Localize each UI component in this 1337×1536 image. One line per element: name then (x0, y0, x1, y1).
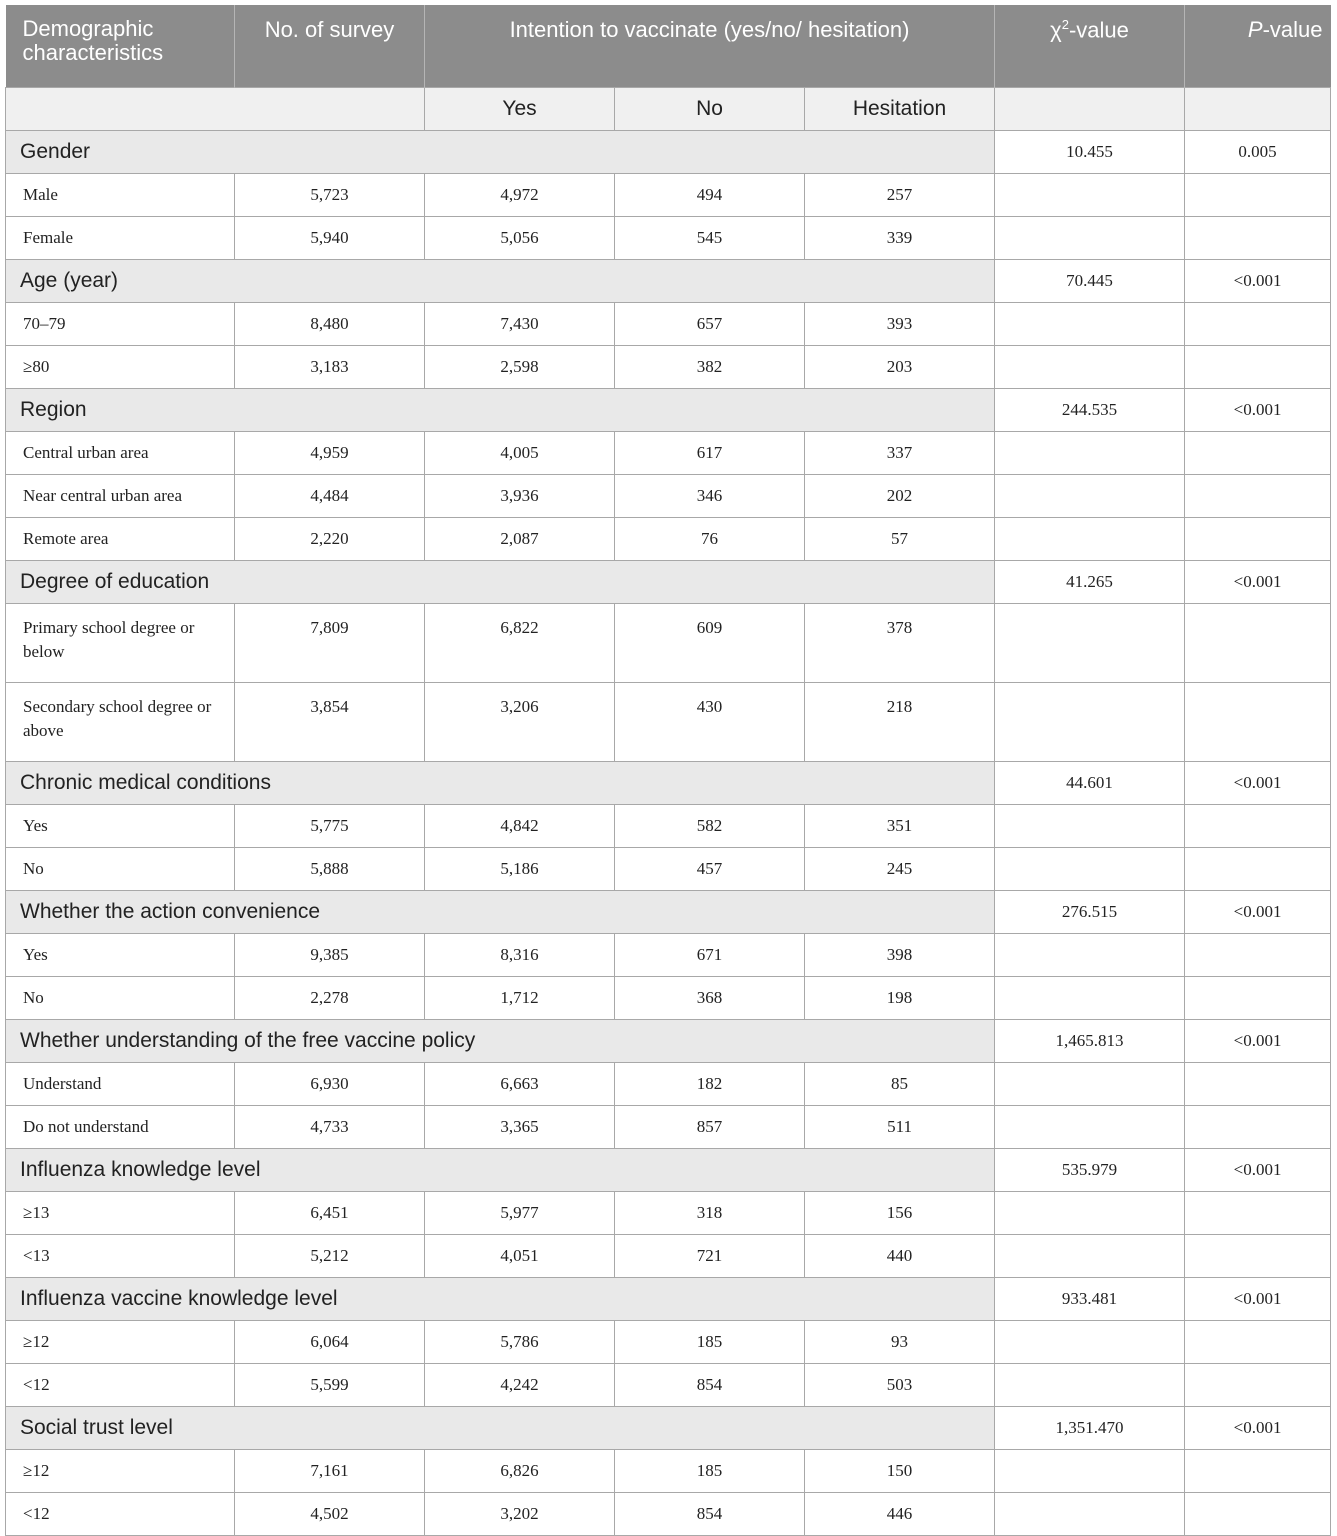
chi-square-empty (995, 1493, 1185, 1536)
chi-square-empty (995, 848, 1185, 891)
hesitation-count: 511 (805, 1106, 995, 1149)
p-value-empty (1185, 1450, 1331, 1493)
row-label: No (6, 848, 235, 891)
yes-count: 3,202 (425, 1493, 615, 1536)
table-row (6, 1063, 1331, 1106)
hesitation-count: 378 (805, 604, 995, 683)
chi-square-empty (995, 934, 1185, 977)
survey-count: 2,220 (235, 518, 425, 561)
table-row (6, 1106, 1331, 1149)
p-value: <0.001 (1185, 1020, 1331, 1063)
survey-count: 8,480 (235, 303, 425, 346)
hesitation-count: 245 (805, 848, 995, 891)
no-count: 368 (615, 977, 805, 1020)
hesitation-count: 337 (805, 432, 995, 475)
row-label: Near central urban area (6, 475, 235, 518)
yes-count: 6,663 (425, 1063, 615, 1106)
chi-square-value: 44.601 (995, 762, 1185, 805)
chi-suffix: -value (1068, 17, 1129, 43)
table-row (6, 1364, 1331, 1407)
hesitation-count: 440 (805, 1235, 995, 1278)
subheader-chi-blank (995, 88, 1185, 131)
yes-count: 5,977 (425, 1192, 615, 1235)
table-row (6, 303, 1331, 346)
row-label: ≥13 (6, 1192, 235, 1235)
chi-square-empty (995, 1364, 1185, 1407)
survey-count: 7,809 (235, 604, 425, 683)
table-row (6, 346, 1331, 389)
no-count: 857 (615, 1106, 805, 1149)
p-value-empty (1185, 1063, 1331, 1106)
group-label: Whether understanding of the free vaccine policy (6, 1020, 995, 1063)
yes-count: 4,005 (425, 432, 615, 475)
subheader-no: No (615, 88, 805, 131)
hesitation-count: 218 (805, 683, 995, 762)
chi-square-empty (995, 683, 1185, 762)
no-count: 854 (615, 1493, 805, 1536)
chi-square-empty (995, 805, 1185, 848)
hesitation-count: 257 (805, 174, 995, 217)
group-row (6, 131, 1331, 174)
p-value-empty (1185, 604, 1331, 683)
survey-count: 7,161 (235, 1450, 425, 1493)
hesitation-count: 93 (805, 1321, 995, 1364)
yes-count: 3,206 (425, 683, 615, 762)
table-body (6, 131, 1331, 1536)
group-row (6, 1149, 1331, 1192)
p-value-empty (1185, 1493, 1331, 1536)
survey-count: 9,385 (235, 934, 425, 977)
p-value: <0.001 (1185, 1149, 1331, 1192)
no-count: 346 (615, 475, 805, 518)
survey-count: 6,930 (235, 1063, 425, 1106)
subheader-hesitation: Hesitation (805, 88, 995, 131)
p-value-empty (1185, 1106, 1331, 1149)
chi-square-empty (995, 174, 1185, 217)
survey-count: 4,502 (235, 1493, 425, 1536)
subheader-blank (6, 88, 425, 131)
hesitation-count: 393 (805, 303, 995, 346)
group-row (6, 389, 1331, 432)
no-count: 185 (615, 1450, 805, 1493)
table-row (6, 475, 1331, 518)
p-value-empty (1185, 174, 1331, 217)
yes-count: 4,242 (425, 1364, 615, 1407)
yes-count: 5,786 (425, 1321, 615, 1364)
chi-square-empty (995, 1235, 1185, 1278)
chi-square-value: 933.481 (995, 1278, 1185, 1321)
hesitation-count: 339 (805, 217, 995, 260)
hesitation-count: 85 (805, 1063, 995, 1106)
survey-count: 4,733 (235, 1106, 425, 1149)
no-count: 582 (615, 805, 805, 848)
chi-square-value: 276.515 (995, 891, 1185, 934)
hesitation-count: 351 (805, 805, 995, 848)
survey-table (5, 5, 1331, 1536)
yes-count: 5,056 (425, 217, 615, 260)
p-value: <0.001 (1185, 260, 1331, 303)
row-label: ≥80 (6, 346, 235, 389)
survey-count: 6,064 (235, 1321, 425, 1364)
p-value: <0.001 (1185, 389, 1331, 432)
survey-count: 5,212 (235, 1235, 425, 1278)
group-row (6, 762, 1331, 805)
group-row (6, 1020, 1331, 1063)
header-p-value (1185, 5, 1331, 88)
group-label: Region (6, 389, 995, 432)
no-count: 609 (615, 604, 805, 683)
yes-count: 7,430 (425, 303, 615, 346)
row-label: Yes (6, 934, 235, 977)
group-label: Social trust level (6, 1407, 995, 1450)
p-value: 0.005 (1185, 131, 1331, 174)
row-label: <12 (6, 1493, 235, 1536)
yes-count: 3,365 (425, 1106, 615, 1149)
row-label: Central urban area (6, 432, 235, 475)
survey-count: 4,959 (235, 432, 425, 475)
hesitation-count: 198 (805, 977, 995, 1020)
table-row (6, 1192, 1331, 1235)
header-demographic: Demographic characteristics (6, 5, 235, 88)
yes-count: 8,316 (425, 934, 615, 977)
row-label: Secondary school degree or above (6, 683, 235, 762)
p-value: <0.001 (1185, 561, 1331, 604)
yes-count: 3,936 (425, 475, 615, 518)
table-row (6, 805, 1331, 848)
yes-count: 6,826 (425, 1450, 615, 1493)
chi-square-value: 1,351.470 (995, 1407, 1185, 1450)
table-row (6, 848, 1331, 891)
group-label: Degree of education (6, 561, 995, 604)
header-intention: Intention to vaccinate (yes/no/ hesitation) (425, 5, 995, 88)
survey-count: 5,599 (235, 1364, 425, 1407)
hesitation-count: 398 (805, 934, 995, 977)
chi-square-empty (995, 303, 1185, 346)
group-row (6, 260, 1331, 303)
p-value: <0.001 (1185, 762, 1331, 805)
p-value: <0.001 (1185, 1407, 1331, 1450)
row-label: Do not understand (6, 1106, 235, 1149)
row-label: Male (6, 174, 235, 217)
row-label: ≥12 (6, 1321, 235, 1364)
group-row (6, 1407, 1331, 1450)
yes-count: 4,051 (425, 1235, 615, 1278)
chi-square-empty (995, 1192, 1185, 1235)
table-row (6, 1450, 1331, 1493)
row-label: Remote area (6, 518, 235, 561)
row-label: ≥12 (6, 1450, 235, 1493)
survey-count: 5,723 (235, 174, 425, 217)
p-value-empty (1185, 805, 1331, 848)
chi-square-empty (995, 977, 1185, 1020)
p-value-empty (1185, 1364, 1331, 1407)
table-row (6, 934, 1331, 977)
p-letter: P (1247, 17, 1263, 42)
row-label: <13 (6, 1235, 235, 1278)
group-label: Chronic medical conditions (6, 762, 995, 805)
yes-count: 4,842 (425, 805, 615, 848)
row-label: Female (6, 217, 235, 260)
survey-count: 5,940 (235, 217, 425, 260)
chi-square-value: 244.535 (995, 389, 1185, 432)
no-count: 76 (615, 518, 805, 561)
hesitation-count: 57 (805, 518, 995, 561)
chi-exponent: 2 (1061, 17, 1069, 32)
group-label: Influenza vaccine knowledge level (6, 1278, 995, 1321)
chi-square-empty (995, 1106, 1185, 1149)
subheader-p-blank (1185, 88, 1331, 131)
yes-count: 2,087 (425, 518, 615, 561)
p-value-empty (1185, 1235, 1331, 1278)
row-label: Understand (6, 1063, 235, 1106)
p-value-empty (1185, 475, 1331, 518)
no-count: 457 (615, 848, 805, 891)
no-count: 185 (615, 1321, 805, 1364)
hesitation-count: 203 (805, 346, 995, 389)
survey-count: 2,278 (235, 977, 425, 1020)
table-row (6, 683, 1331, 762)
subheader-row (6, 88, 1331, 131)
yes-count: 6,822 (425, 604, 615, 683)
p-value-empty (1185, 432, 1331, 475)
table-row (6, 217, 1331, 260)
chi-square-value: 535.979 (995, 1149, 1185, 1192)
no-count: 494 (615, 174, 805, 217)
hesitation-count: 446 (805, 1493, 995, 1536)
no-count: 671 (615, 934, 805, 977)
p-value-empty (1185, 1321, 1331, 1364)
subheader-yes: Yes (425, 88, 615, 131)
group-row (6, 891, 1331, 934)
chi-square-value: 1,465.813 (995, 1020, 1185, 1063)
p-value-empty (1185, 683, 1331, 762)
chi-square-value: 70.445 (995, 260, 1185, 303)
survey-count: 6,451 (235, 1192, 425, 1235)
chi-square-value: 41.265 (995, 561, 1185, 604)
no-count: 318 (615, 1192, 805, 1235)
row-label: Primary school degree or below (6, 604, 235, 683)
p-value-empty (1185, 217, 1331, 260)
header-row (6, 5, 1331, 88)
p-value-empty (1185, 303, 1331, 346)
row-label: Yes (6, 805, 235, 848)
hesitation-count: 202 (805, 475, 995, 518)
row-label: 70–79 (6, 303, 235, 346)
no-count: 854 (615, 1364, 805, 1407)
p-value-empty (1185, 346, 1331, 389)
no-count: 721 (615, 1235, 805, 1278)
hesitation-count: 503 (805, 1364, 995, 1407)
table-row (6, 1235, 1331, 1278)
group-label: Influenza knowledge level (6, 1149, 995, 1192)
survey-count: 5,888 (235, 848, 425, 891)
header-chi-square (995, 5, 1185, 88)
no-count: 382 (615, 346, 805, 389)
chi-square-empty (995, 432, 1185, 475)
group-row (6, 561, 1331, 604)
p-value-empty (1185, 934, 1331, 977)
p-value-empty (1185, 977, 1331, 1020)
p-value: <0.001 (1185, 891, 1331, 934)
chi-square-empty (995, 604, 1185, 683)
chi-square-empty (995, 1063, 1185, 1106)
hesitation-count: 156 (805, 1192, 995, 1235)
yes-count: 5,186 (425, 848, 615, 891)
no-count: 545 (615, 217, 805, 260)
no-count: 617 (615, 432, 805, 475)
p-suffix: -value (1262, 17, 1323, 42)
table-row (6, 174, 1331, 217)
yes-count: 4,972 (425, 174, 615, 217)
chi-square-empty (995, 217, 1185, 260)
row-label: No (6, 977, 235, 1020)
header-survey-count: No. of survey (235, 5, 425, 88)
group-label: Gender (6, 131, 995, 174)
yes-count: 2,598 (425, 346, 615, 389)
survey-count: 4,484 (235, 475, 425, 518)
no-count: 430 (615, 683, 805, 762)
table-row (6, 1493, 1331, 1536)
hesitation-count: 150 (805, 1450, 995, 1493)
table-row (6, 518, 1331, 561)
group-label: Age (year) (6, 260, 995, 303)
group-label: Whether the action convenience (6, 891, 995, 934)
chi-symbol: χ (1050, 17, 1062, 43)
chi-square-empty (995, 518, 1185, 561)
no-count: 657 (615, 303, 805, 346)
survey-count: 3,183 (235, 346, 425, 389)
p-value-empty (1185, 848, 1331, 891)
chi-square-empty (995, 346, 1185, 389)
row-label: <12 (6, 1364, 235, 1407)
p-value-empty (1185, 1192, 1331, 1235)
chi-square-empty (995, 1321, 1185, 1364)
yes-count: 1,712 (425, 977, 615, 1020)
chi-square-value: 10.455 (995, 131, 1185, 174)
no-count: 182 (615, 1063, 805, 1106)
table-row (6, 432, 1331, 475)
chi-square-empty (995, 1450, 1185, 1493)
survey-count: 3,854 (235, 683, 425, 762)
survey-count: 5,775 (235, 805, 425, 848)
group-row (6, 1278, 1331, 1321)
p-value: <0.001 (1185, 1278, 1331, 1321)
table-row (6, 977, 1331, 1020)
chi-square-empty (995, 475, 1185, 518)
table-row (6, 604, 1331, 683)
table-row (6, 1321, 1331, 1364)
p-value-empty (1185, 518, 1331, 561)
